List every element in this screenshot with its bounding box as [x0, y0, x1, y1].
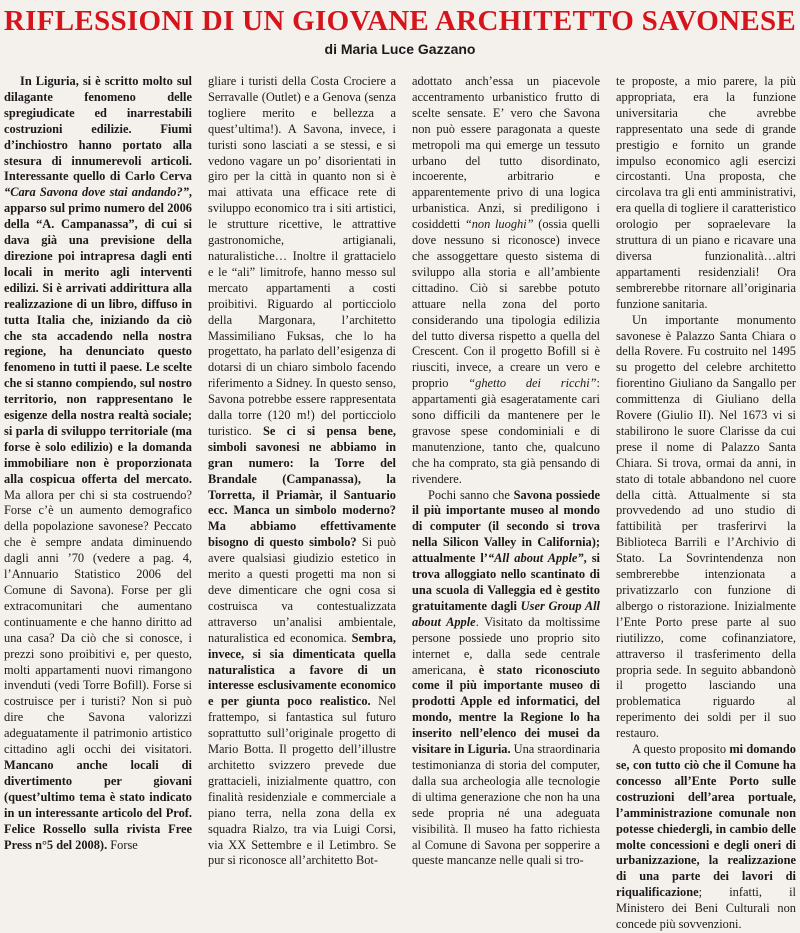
text-column-1 [4, 74, 192, 852]
text-column-2 [208, 74, 396, 868]
paragraph: Pochi sanno che Savona possiede il più importante museo al mondo di computer (il secondo si trova nella Silicon Valley in California); attualmente l’“All about Apple”, si trova alloggiato nello scantinato di una scuola di Valleggia ed è gestito gratuitamente dagli User Group All about Apple. Visitato da moltissime persone possiede uno proprio sito internet e, dalla sede centrale americana, è stato riconosciuto come il più importante museo di prodotti Apple ed informatici, del mondo, mentre la Regione lo ha inserito nell’elenco dei musei da visitare in Liguria. Una straordinaria testimonianza di storia del computer, dalla sua archeologia alle tecnologie di ultima generazione che non ha una sede propria né una adeguata visibilità. Il museo ha fatto richiesta al Comune di Savona per sopperire a queste mancanze nelle quali si tro- [412, 487, 601, 868]
paragraph: In Liguria, si è scritto molto sul dilagante fenomeno delle spregiudicate ed inarrestabili costruzioni edilizie. Fiumi d’inchiostro hanno portato alla stesura di innumerevoli articoli. Interessante quello di Carlo Cerva “Cara Savona dove stai andando?”, apparso sul primo numero del 2006 della “A. Campanassa”, di cui si dava già una previsione della direzione poi intrapresa dagli enti locali in merito agli interventi edilizi. Si è arrivati addirittura alla realizzazione di un libro, diffuso in tutta Italia che, iniziando da ciò che sta accadendo nella nostra regione, ha denunciato questo fenomeno in tutti il paese. Le scelte che si stanno compiendo, sul nostro territorio, non rappresentano le esigenze della nostra realtà sociale; si parla di sviluppo territoriale (ma forse è solo edilizio) e la domanda immobiliare non è proporzionata alla cospicua offerta del mercato. Ma allora per chi si sta costruendo? Forse c’è un aumento demografico della popolazione savonese? Peccato che è sempre andata diminuendo dagli anni ’70 (vedere a pag. 4, l’Annuario Statistico 2006 del Comune di Savona). Forse per gli extracomunitari che aumentano continuamente e che hanno diritto ad una casa? Da ciò che si conosce, i prezzi sono proibitivi e, per questo, molti appartamenti nuovi rimangono invenduti (vedi Torre Bofill). Forse si costruisce per i turisti? Non si può dire che Savona valorizzi adeguatamente il patrimonio artistico cittadino agli occhi dei visitatori. Mancano anche locali di divertimento per giovani (quest’ultimo tema è stato indicato in un interessante articolo del Prof. Felice Rossello sulla rivista Free Press n°5 del 2008). Forse [4, 74, 192, 852]
article-title: RIFLESSIONI DI UN GIOVANE ARCHITETTO SAVONESE [3, 5, 797, 37]
paragraph: A questo proposito mi domando se, con tutto ciò che il Comune ha concesso all’Ente Porto sulle costruzioni dell’area portuale, l’amministrazione comunale non potesse chiedergli, in cambio delle molte concessioni e degli oneri di urbanizzazione, la realizzazione di una parte dei lavori di riqualificazione; infatti, il Ministero dei Beni Culturali non concede più sovvenzioni. [616, 742, 796, 932]
text-column-3 [412, 74, 601, 868]
article-byline: di Maria Luce Gazzano [324, 41, 476, 57]
paragraph: gliare i turisti della Costa Crociere a Serravalle (Outlet) e a Genova (senza togliere merito e bellezza a quest’ultima!). A Savona, invece, i turisti sono lasciati a se stessi, e si vedono vagare un po’ disorientati in giro per la città in quanto non si è mai attivata una efficace rete di sviluppo economico tra i siti artistici, le strutture ricettive, le attrattive gastronomiche, artigianali, naturalistiche… Inoltre il grattacielo e le “ali” limitrofe, hanno messo sul mercato appartamenti a costi proibitivi. Riguardo al porticciolo della Margonara, l’architetto Massimiliano Fuksas, che lo ha progettato, ha parlato dell’esigenza di dotarsi di un chiaro simbolo facendo riferimento a Sidney. In questo senso, Savona potrebbe essere rappresentata dalla torre (120 m!) del porticciolo turistico. Se ci si pensa bene, simboli savonesi ne abbiamo in gran numero: la Torre del Brandale (Campanassa), la Torretta, il Priamàr, il Santuario ecc. Manca un simbolo moderno? Ma abbiamo effettivamente bisogno di questo simbolo? Si può avere qualsiasi giudizio estetico in merito a questi progetti ma non si deve dimenticare che ogni cosa si costruisca va contestualizzata attraverso un’analisi ambientale, naturalistica ed economica. Sembra, invece, si sia dimenticata quella naturalistica a favore di un interesse esclusivamente economico e per giunta poco realistico. Nel frattempo, si fantastica sul futuro soprattutto sull’originale progetto di Mario Botta. Il progetto dell’illustre architetto svizzero prevede due grattacieli, inizialmente quattro, con finalità residenziale e commerciale a piano terra, nella zona della ex squadra Rialzo, tra via Luigi Corsi, via XX Settembre e il Letimbro. Se pur si riconosce all’architetto Bot- [208, 74, 396, 868]
paragraph: Un importante monumento savonese è Palazzo Santa Chiara o della Rovere. Fu costruito nel 1495 su progetto del celebre architetto fiorentino Giuliano da Sangallo per committenza di Giuliano della Rovere (Giulio II). Nel 1673 vi si stabilirono le suore Clarisse da cui prese il nome di Palazzo Santa Chiara. Si trova, ormai da anni, in stato di totale abbandono nel cuore della città. Attualmente si sta provvedendo ad uno studio di fattibilità per trasferirvi la Biblioteca Barrili e l’Archivio di Stato. La Sovrintendenza non sembrerebbe intenzionata a privatizzarlo con funzione di albergo o ristorazione. Inizialmente l’Ente Porto prese parte al suo riutilizzo, come cofinanziatore, attraverso il trasferimento della propria sede. In seguito abbandonò il progetto lasciando una problematica riguardo al reperimento dei soldi per il suo restauro. [616, 312, 796, 741]
text-column-4 [616, 74, 796, 932]
paragraph: te proposte, a mio parere, la più appropriata, era la funzione universitaria che avrebbe rappresentato una sede di grande prestigio e fornito un grande impulso economico agli esercizi circostanti. Una proposta, che circolava tra gli enti amministrativi, era quella di togliere il caratteristico orologio per sopraelevare la struttura di un piano e ricavare una diversa funzionalità…altri appartamenti residenziali! Ora sembrerebbe ritornare all’originaria funzione sanitaria. [616, 74, 796, 311]
paragraph: adottato anch’essa un piacevole accentramento urbanistico frutto di scelte sensate. E’ vero che Savona non può essere paragonata a queste metropoli ma qui emerge un tessuto urbano del tutto disordinato, incoerente, arbitrario e apparentemente privo di una logica urbanistica. Anzi, si prediligono i cosiddetti “non luoghi” (ossia quelli dove nessuno si riconosce) invece che assoggettare questo sistema di sviluppo alla storia e all’ambiente cittadino. Ciò si sarebbe potuto attuare nella zona del porto considerando una tipologia edilizia del tutto diversa rispetto a quella del Crescent. Con il progetto Bofill si è riusciti, invece, a creare un vero e proprio “ghetto dei ricchi”: appartamenti già esageratamente cari sono difficili da mantenere per le gravose spese condominiali e di manutenzione, tanto che, qualcuno che ha comprato, sta già pensando di rivendere. [412, 74, 600, 486]
